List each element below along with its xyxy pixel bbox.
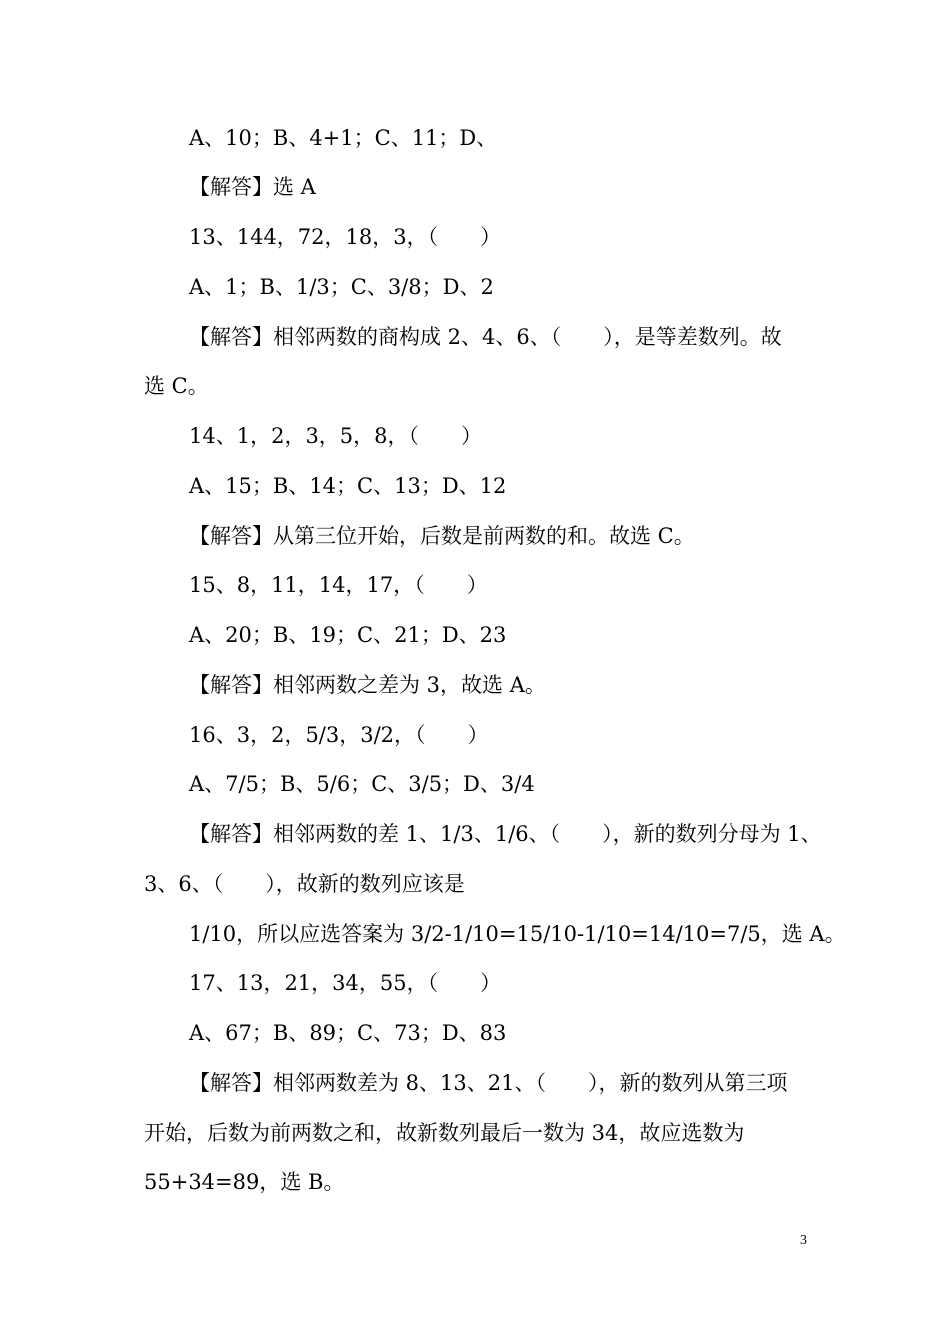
text-line-options-12: A、10；B、4+1；C、11；D、 [189,126,498,150]
page-number: 3 [800,1233,807,1248]
text-line-question-15: 15、8，11，14，17，（ ） [189,573,488,597]
text-line-answer-17: 【解答】相邻两数差为 8、13、21、（ ），新的数列从第三项 [189,1071,788,1095]
text-line-answer-17-cont: 开始，后数为前两数之和，故新数列最后一数为 34，故应选数为 [144,1121,745,1145]
text-line-answer-16-cont2: 1/10，所以应选答案为 3/2-1/10=15/10-1/10=14/10=7/5，选 A。 [189,922,846,946]
text-line-question-14: 14、1，2，3，5，8，（ ） [189,424,483,448]
text-line-answer-14: 【解答】从第三位开始，后数是前两数的和。故选 C。 [189,524,695,548]
text-line-answer-16: 【解答】相邻两数的差 1、1/3、1/6、（ ），新的数列分母为 1、 [189,822,822,846]
text-line-options-14: A、15；B、14；C、13；D、12 [189,474,507,498]
text-line-answer-12: 【解答】选 A [189,175,316,199]
text-line-answer-15: 【解答】相邻两数之差为 3，故选 A。 [189,673,546,697]
text-line-question-17: 17、13，21，34，55，（ ） [189,971,502,995]
text-line-answer-13: 【解答】相邻两数的商构成 2、4、6、（ ），是等差数列。故 [189,325,782,349]
text-line-answer-16-cont: 3、6、（ ），故新的数列应该是 [144,872,465,896]
text-line-answer-13-cont: 选 C。 [144,374,209,398]
text-line-answer-17-cont2: 55+34=89，选 B。 [144,1170,345,1194]
text-line-question-13: 13、144，72，18，3，（ ） [189,225,502,249]
text-line-options-17: A、67；B、89；C、73；D、83 [189,1021,507,1045]
text-line-options-13: A、1；B、1/3；C、3/8；D、2 [189,275,494,299]
text-line-options-15: A、20；B、19；C、21；D、23 [189,623,507,647]
text-line-options-16: A、7/5；B、5/6；C、3/5；D、3/4 [189,772,535,796]
text-line-question-16: 16、3，2，5/3，3/2，（ ） [189,723,489,747]
